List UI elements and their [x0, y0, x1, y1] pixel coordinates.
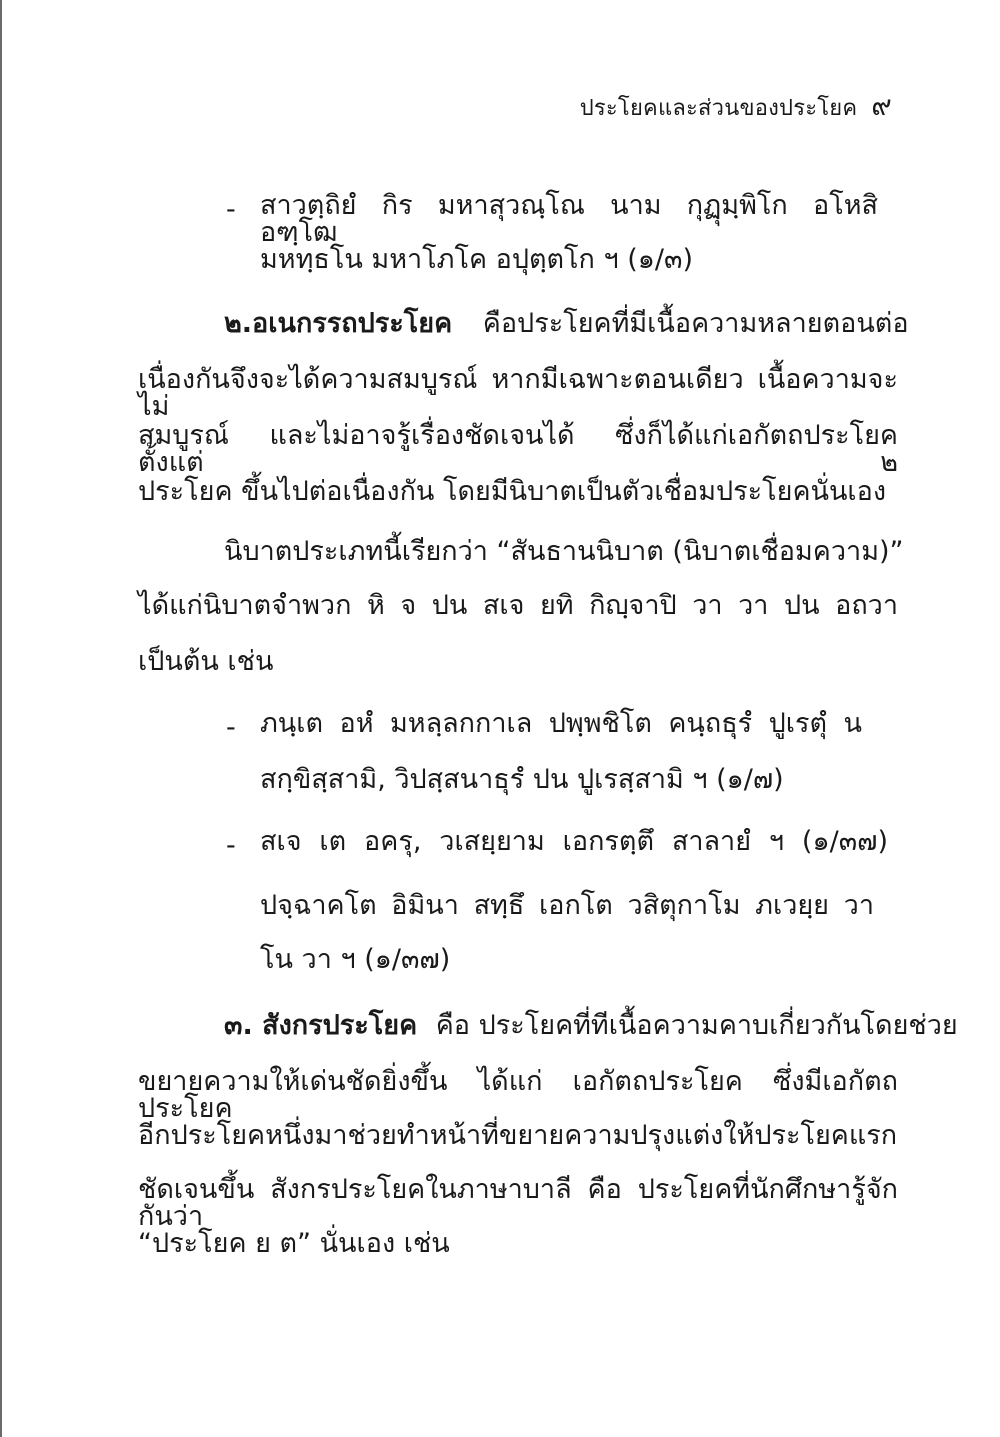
section-3-text-line-2: ขยายความให้เด่นชัดยิ่งขึ้น ได้แก่ เอกัตถประโยค ซึ่งมีเอกัตถประโยค [138, 1066, 898, 1124]
pali-example-3-line-3: โน วา ฯ (๑/๓๗) [260, 944, 451, 975]
pali-example-2-line-1: ภนฺเต อหํ มหลฺลกกาเล ปพฺพชิโต คนฺถธุรํ ปูเรตุํ น [260, 708, 862, 739]
page-number: ๙ [871, 89, 892, 122]
section-2-text-line-1: คือประโยคที่มีเนื้อความหลายตอนต่อ [482, 308, 909, 339]
section-3-heading-line [224, 1012, 958, 1039]
pali-example-3-line-1: สเจ เต อครุ, วเสยฺยาม เอกรตฺตึ สาลายํ ฯ (๑/๓๗) [260, 826, 888, 857]
running-header [580, 84, 892, 128]
pali-example-2-line-2: สกฺขิสฺสามิ, วิปสฺสนาธุรํ ปน ปูเรสฺสามิ ฯ (๑/๗) [260, 764, 784, 795]
section-2-text-line-2: เนื่องกันจึงจะได้ความสมบูรณ์ หากมีเฉพาะตอนเดียว เนื้อความจะไม่ [138, 364, 898, 422]
nipata-para-line-2: ได้แก่นิบาตจำพวก หิ จ ปน สเจ ยทิ กิญฺจาปิ วา วา ปน อถวา [138, 590, 898, 621]
section-3-text-line-5: “ประโยค ย ต” นั่นเอง เช่น [138, 1228, 450, 1259]
header-title: ประโยคและส่วนของประโยค [579, 96, 858, 121]
pali-example-1-line-2: มหทฺธโน มหาโภโค อปุตฺตโก ฯ (๑/๓) [260, 244, 693, 275]
pali-example-3-line-2: ปจฺฉาคโต อิมินา สทฺธึ เอกโต วสิตุกาโม ภเวยฺย วา [260, 890, 874, 921]
section-3-text-line-1: คือ ประโยคที่ทีเนื้อความคาบเกี่ยวกันโดยช่วย [435, 1010, 958, 1041]
section-3-text-line-4: ชัดเจนขึ้น สังกรประโยคในภาษาบาลี คือ ประโยคที่นักศึกษารู้จักกันว่า [138, 1174, 898, 1232]
pali-example-1-line-1: สาวตฺถิยํ กิร มหาสุวณฺโณ นาม กุฏุมฺพิโก อโหสิ อฑฺโฒ [260, 190, 878, 248]
nipata-para-line-3: เป็นต้น เช่น [138, 646, 274, 677]
section-2-heading-line [224, 310, 909, 337]
bullet-dash: - [226, 194, 236, 225]
section-2-heading: ๒.อเนกรรถประโยค [224, 308, 453, 339]
bullet-dash: - [226, 712, 236, 743]
nipata-para-line-1: นิบาตประเภทนี้เรียกว่า “สันธานนิบาต (นิบาตเชื่อมความ)” [224, 536, 904, 567]
section-2-text-line-3: สมบูรณ์ และไม่อาจรู้เรื่องชัดเจนได้ ซึ่งก็ได้แก่เอกัตถประโยค ตั้งแต่ ๒ [138, 420, 898, 478]
section-3-text-line-3: อีกประโยคหนึ่งมาช่วยทำหน้าที่ขยายความปรุงแต่งให้ประโยคแรก [138, 1120, 898, 1151]
section-2-text-line-4: ประโยค ขึ้นไปต่อเนื่องกัน โดยมีนิบาตเป็นตัวเชื่อมประโยคนั่นเอง [138, 476, 887, 507]
bullet-dash: - [226, 830, 236, 861]
section-3-heading: ๓. สังกรประโยค [224, 1010, 418, 1041]
